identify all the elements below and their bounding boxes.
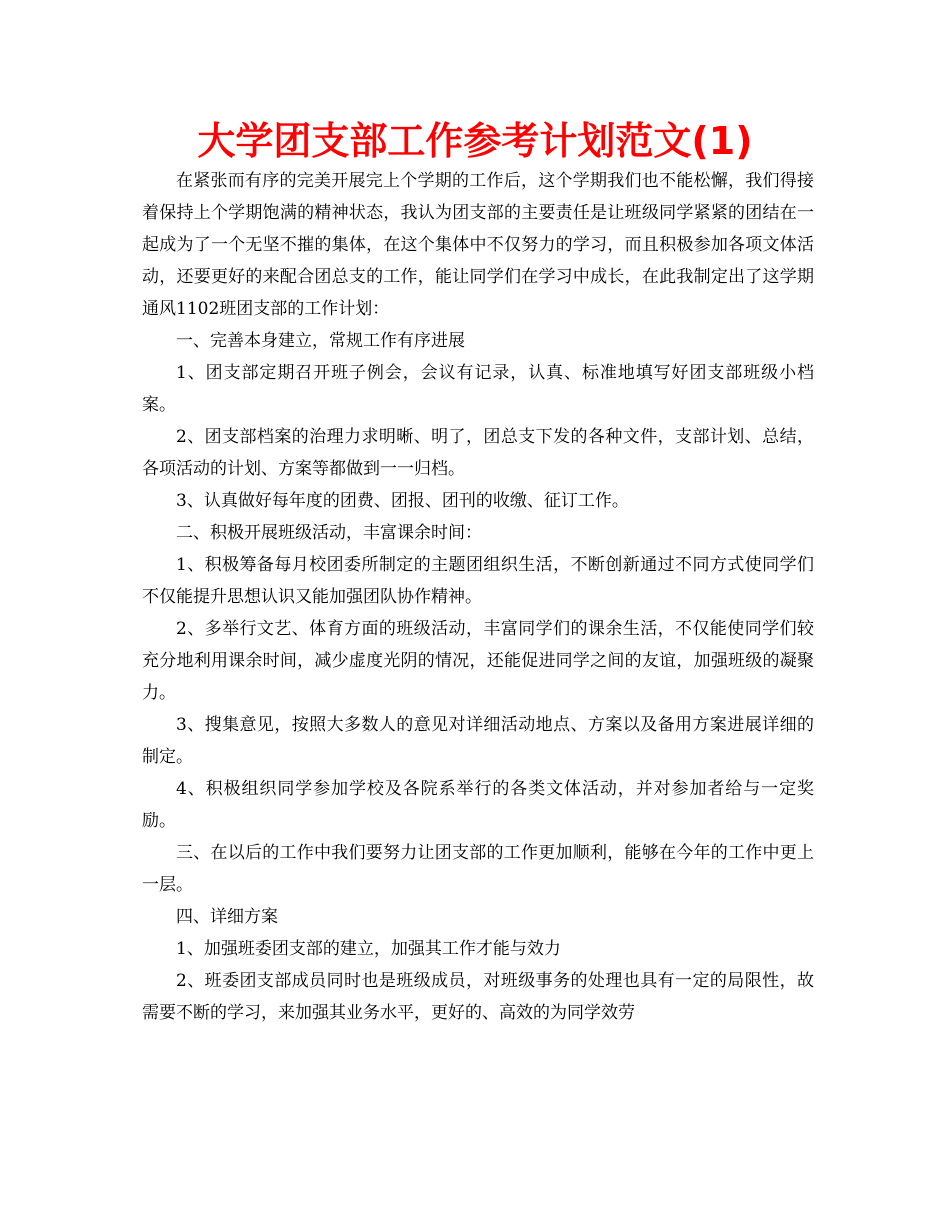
paragraph-1-3: 3、认真做好每年度的团费、团报、团刊的收缴、征订工作。 — [176, 491, 629, 511]
section-heading-4: 四、详细方案 — [176, 907, 278, 927]
paragraph-1-2: 2、团支部档案的治理力求明晰、明了，团总支下发的各种文件，支部计划、总结，各项活动的计划、方案等都做到一一归档。 — [142, 427, 814, 479]
paragraph-2-2: 2、多举行文艺、体育方面的班级活动，丰富同学们的课余生活，不仅能使同学们较充分地利用课余时间，减少虚度光阴的情况，还能促进同学之间的友谊，加强班级的凝聚力。 — [142, 619, 814, 703]
section-heading-2: 二、积极开展班级活动，丰富课余时间： — [176, 523, 482, 543]
paragraph-2-3: 3、搜集意见，按照大多数人的意见对详细活动地点、方案以及备用方案进展详细的制定。 — [142, 715, 814, 767]
paragraph-2-1: 1、积极筹备每月校团委所制定的主题团组织生活，不断创新通过不同方式使同学们不仅能提升思想认识又能加强团队协作精神。 — [142, 555, 814, 607]
paragraph-4-2: 2、班委团支部成员同时也是班级成员，对班级事务的处理也具有一定的局限性，故需要不断的学习，来加强其业务水平，更好的、高效的为同学效劳 — [142, 971, 814, 1023]
paragraph-4-1: 1、加强班委团支部的建立，加强其工作才能与效力 — [176, 939, 561, 959]
paragraph-intro: 在紧张而有序的完美开展完上个学期的工作后，这个学期我们也不能松懈，我们得接着保持上个学期饱满的精神状态，我认为团支部的主要责任是让班级同学紧紧的团结在一起成为了一个无坚不摧的集体，在这个集体中不仅努力的学习，而且积极参加各项文体活动，还要更好的来配合团总支的工作，能让同学们在学习中成长，在此我制定出了这学期通风1102班团支部的工作计划： — [142, 171, 814, 319]
section-heading-1: 一、完善本身建立，常规工作有序进展 — [176, 331, 465, 351]
section-heading-3: 三、在以后的工作中我们要努力让团支部的工作更加顺利，能够在今年的工作中更上一层。 — [142, 843, 814, 895]
document-body — [142, 165, 814, 1029]
document-title: 大学团支部工作参考计划范文(1) — [197, 119, 753, 163]
paragraph-2-4: 4、积极组织同学参加学校及各院系举行的各类文体活动，并对参加者给与一定奖励。 — [142, 779, 814, 831]
paragraph-1-1: 1、团支部定期召开班子例会，会议有记录，认真、标准地填写好团支部班级小档案。 — [142, 363, 814, 415]
